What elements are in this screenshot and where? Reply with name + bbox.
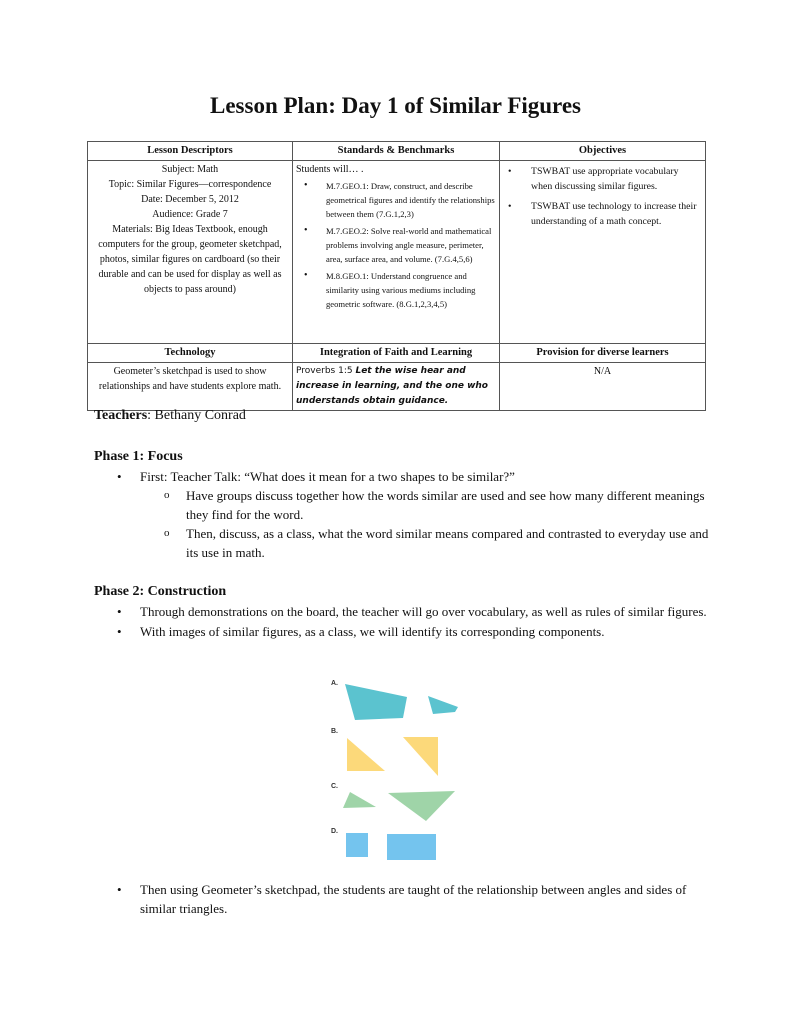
list-item: • With images of similar figures, as a class, we will identify its corresponding components. bbox=[140, 622, 714, 641]
similar-figures-shapes bbox=[325, 676, 470, 866]
header-provision: Provision for diverse learners bbox=[500, 344, 706, 363]
teachers-line bbox=[94, 406, 714, 425]
phase1-heading: Phase 1: Focus bbox=[94, 449, 183, 464]
figure-label-b: B. bbox=[331, 728, 338, 735]
list-item: • TSWBAT use technology to increase their understanding of a math concept. bbox=[531, 199, 702, 229]
standards-list bbox=[296, 179, 496, 311]
list-item: • M.7.GEO.1: Draw, construct, and describe geometrical figures and identify the relationships between them (7.G.1,2,3) bbox=[326, 179, 496, 221]
list-item: • Through demonstrations on the board, the teacher will go over vocabulary, as well as rules of similar figures. bbox=[140, 602, 714, 621]
figure-c-large bbox=[388, 791, 455, 821]
phase2-list-continued bbox=[94, 880, 714, 918]
figure-c-small bbox=[343, 792, 376, 808]
list-item bbox=[140, 467, 714, 562]
teachers-value: : Bethany Conrad bbox=[147, 408, 246, 423]
header-faith: Integration of Faith and Learning bbox=[293, 344, 500, 363]
phase1-bullet: First: Teacher Talk: “What does it mean for a two shapes to be similar?” bbox=[140, 469, 515, 484]
similar-figures-image bbox=[325, 676, 470, 866]
audience-line: Audience: Grade 7 bbox=[152, 209, 228, 220]
list-item: • M.8.GEO.1: Understand congruence and similarity using various mediums including geometric software. (8.G.1,2,3,4,5) bbox=[326, 269, 496, 311]
list-item: • Then using Geometer’s sketchpad, the students are taught of the relationship between angles and sides of similar triangles. bbox=[140, 880, 714, 918]
list-item: o Have groups discuss together how the words similar are used and see how many different meanings they find for the word. bbox=[186, 486, 714, 524]
header-standards: Standards & Benchmarks bbox=[293, 142, 500, 161]
objectives-list bbox=[503, 164, 702, 229]
teachers-label: Teachers bbox=[94, 408, 148, 423]
figure-a-small bbox=[428, 696, 458, 714]
figure-b-left bbox=[347, 738, 385, 771]
figure-b-right bbox=[403, 737, 438, 776]
figure-label-a: A. bbox=[331, 680, 338, 687]
faith-reference: Proverbs 1:5 bbox=[296, 366, 356, 376]
list-item: o Then, discuss, as a class, what the word similar means compared and contrasted to everyday use and its use in math. bbox=[186, 524, 714, 562]
phase1-sublist bbox=[140, 486, 714, 562]
topic-line: Topic: Similar Figures—correspondence bbox=[108, 179, 272, 190]
final-bullet-block bbox=[94, 880, 714, 918]
subject-line: Subject: Math bbox=[161, 164, 219, 175]
lesson-body bbox=[94, 406, 714, 641]
phase1-list bbox=[94, 467, 714, 562]
figure-label-d: D. bbox=[331, 828, 338, 835]
figure-d-large bbox=[387, 834, 436, 860]
header-objectives: Objectives bbox=[500, 142, 706, 161]
descriptors-cell bbox=[88, 161, 293, 344]
provision-cell: N/A bbox=[500, 363, 706, 411]
figure-label-c: C. bbox=[331, 783, 338, 790]
header-descriptors: Lesson Descriptors bbox=[88, 142, 293, 161]
standards-cell bbox=[293, 161, 500, 344]
materials-line: Materials: Big Ideas Textbook, enough computers for the group, geometer sketchpad, photos, similar figures on cardboard (so their durable and can be used for display as well as objects to pass around) bbox=[98, 224, 282, 295]
standards-intro: Students will… . bbox=[296, 164, 364, 175]
header-technology: Technology bbox=[88, 344, 293, 363]
figure-d-small bbox=[346, 833, 368, 857]
figure-a-large bbox=[345, 684, 407, 720]
table-header-row bbox=[88, 142, 706, 161]
date-line: Date: December 5, 2012 bbox=[141, 194, 239, 205]
lesson-table bbox=[87, 141, 706, 411]
phase2-list bbox=[94, 602, 714, 641]
objectives-cell bbox=[500, 161, 706, 344]
phase2-heading: Phase 2: Construction bbox=[94, 584, 227, 599]
table-row bbox=[88, 161, 706, 344]
faith-cell bbox=[293, 363, 500, 411]
page-title: Lesson Plan: Day 1 of Similar Figures bbox=[210, 93, 581, 118]
table-header-row bbox=[88, 344, 706, 363]
faith-quote: Let the wise hear and increase in learning, and the one who understands obtain guidance. bbox=[296, 366, 488, 406]
table-row bbox=[88, 363, 706, 411]
technology-cell: Geometer’s sketchpad is used to show relationships and have students explore math. bbox=[88, 363, 293, 411]
list-item: • M.7.GEO.2: Solve real-world and mathematical problems involving angle measure, perimeter, area, surface area, and volume. (7.G.4,5,6) bbox=[326, 224, 496, 266]
list-item: • TSWBAT use appropriate vocabulary when discussing similar figures. bbox=[531, 164, 702, 194]
